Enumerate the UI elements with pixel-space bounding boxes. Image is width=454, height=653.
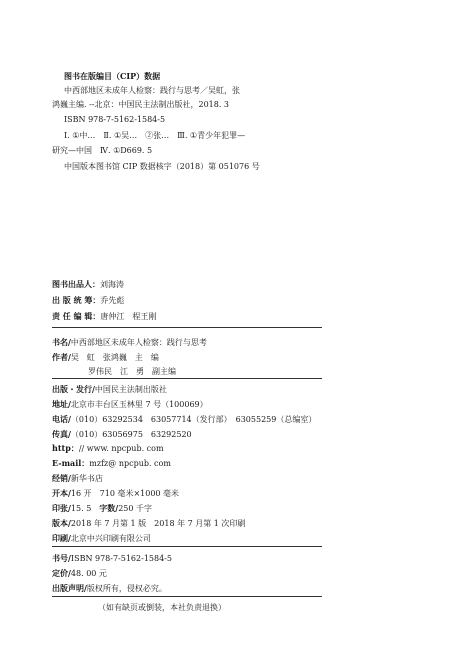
email-label: E-mail： (52, 458, 90, 468)
publisher-rep-label: 图书出品人： (52, 279, 100, 289)
footer-note: （如有缺页或倒装，本社负责退换） (98, 603, 226, 612)
distributor-row (52, 473, 103, 484)
publisher-row (52, 384, 167, 395)
edition-row (52, 518, 245, 529)
editor-plan (52, 295, 124, 306)
price-value: 48. 00 元 (70, 569, 107, 578)
format-label: 开本/ (52, 488, 71, 498)
book-title (52, 337, 207, 348)
divider (52, 546, 322, 547)
book-author-label: 作者/ (52, 352, 71, 362)
book-title-label: 书名/ (52, 337, 71, 347)
notice-value: 版权所有，侵权必究。 (86, 584, 167, 593)
notice-row (52, 583, 167, 594)
cip-record-line2: 鸿巍主编. --北京：中国民主法制出版社，2018. 3 (52, 100, 230, 109)
sheets-value: 15. 5 (70, 504, 92, 513)
format-value: 16 开 710 毫米×1000 毫米 (70, 489, 180, 498)
isbn-value: ISBN 978-7-5162-1584-5 (70, 554, 172, 563)
http-value: // www. npcpub. com (78, 444, 164, 453)
price-label: 定价/ (52, 568, 71, 578)
words-label: 字数/ (99, 503, 119, 513)
publisher-value: 中国民主法制出版社 (94, 385, 167, 394)
email-value: mzfz@ npcpub. com (89, 459, 171, 468)
fax-value: （010）63056975 63292520 (70, 430, 192, 439)
http-row (52, 443, 164, 454)
cip-record-line1: 中西部地区未成年人检察：践行与思考／吴虹，张 (64, 86, 240, 95)
phone-value: （010）63292534 63057714（发行部） 63055259（总编室） (70, 415, 317, 424)
editor-resp-value: 唐仲江 程王刚 (100, 312, 157, 321)
address-label: 地址/ (52, 399, 71, 409)
phone-row (52, 414, 316, 425)
publisher-rep-value: 刘海涛 (100, 280, 124, 289)
format-row (52, 488, 179, 499)
cip-heading: 图书在版编目（CIP）数据 (64, 71, 161, 81)
editor-resp-label: 责 任 编 辑： (52, 311, 101, 321)
fax-row (52, 429, 192, 440)
editor-plan-label: 出 版 统 筹： (52, 295, 101, 305)
address-row (52, 399, 208, 410)
book-author-line1: 吴 虹 张鸿巍 主 编 (70, 353, 159, 362)
cip-catalog-number: 中国版本图书馆 CIP 数据核字（2018）第 051076 号 (64, 162, 260, 171)
edition-value: 2018 年 7 月第 1 版 2018 年 7 月第 1 次印刷 (70, 519, 246, 528)
publisher-rep (52, 279, 124, 290)
isbn-label: 书号/ (52, 553, 71, 563)
book-author-line2: 罗伟民 江 勇 副主编 (88, 367, 176, 376)
words-value: 250 千字 (118, 504, 153, 513)
distributor-label: 经销/ (52, 473, 71, 483)
sheets-row (52, 503, 152, 514)
cip-subject-line1: Ⅰ. ①中… Ⅱ. ①吴… ②张… Ⅲ. ①青少年犯罪— (64, 131, 246, 140)
edition-label: 版本/ (52, 518, 71, 528)
phone-label: 电话/ (52, 414, 71, 424)
printer-row (52, 533, 151, 544)
isbn-row (52, 553, 172, 564)
book-title-value: 中西部地区未成年人检察：践行与思考 (70, 338, 207, 347)
distributor-value: 新华书店 (70, 474, 103, 483)
editor-plan-value: 乔先彪 (100, 296, 125, 305)
book-author (52, 352, 159, 363)
printer-label: 印刷/ (52, 533, 71, 543)
http-label: http： (52, 443, 79, 453)
address-value: 北京市丰台区玉林里 7 号（100069） (70, 400, 208, 409)
divider (52, 378, 322, 379)
editor-resp (52, 311, 156, 322)
printer-value: 北京中兴印刷有限公司 (70, 534, 151, 543)
cip-subject-line2: 研究—中国 Ⅳ. ①D669. 5 (52, 146, 153, 155)
cip-isbn: ISBN 978-7-5162-1584-5 (64, 115, 166, 124)
sheets-label: 印张/ (52, 503, 71, 513)
divider (52, 327, 322, 328)
email-row (52, 458, 171, 469)
fax-label: 传真/ (52, 429, 71, 439)
notice-label: 出版声明/ (52, 583, 87, 593)
price-row (52, 568, 107, 579)
publisher-label: 出版・发行/ (52, 384, 95, 394)
divider (52, 596, 322, 597)
